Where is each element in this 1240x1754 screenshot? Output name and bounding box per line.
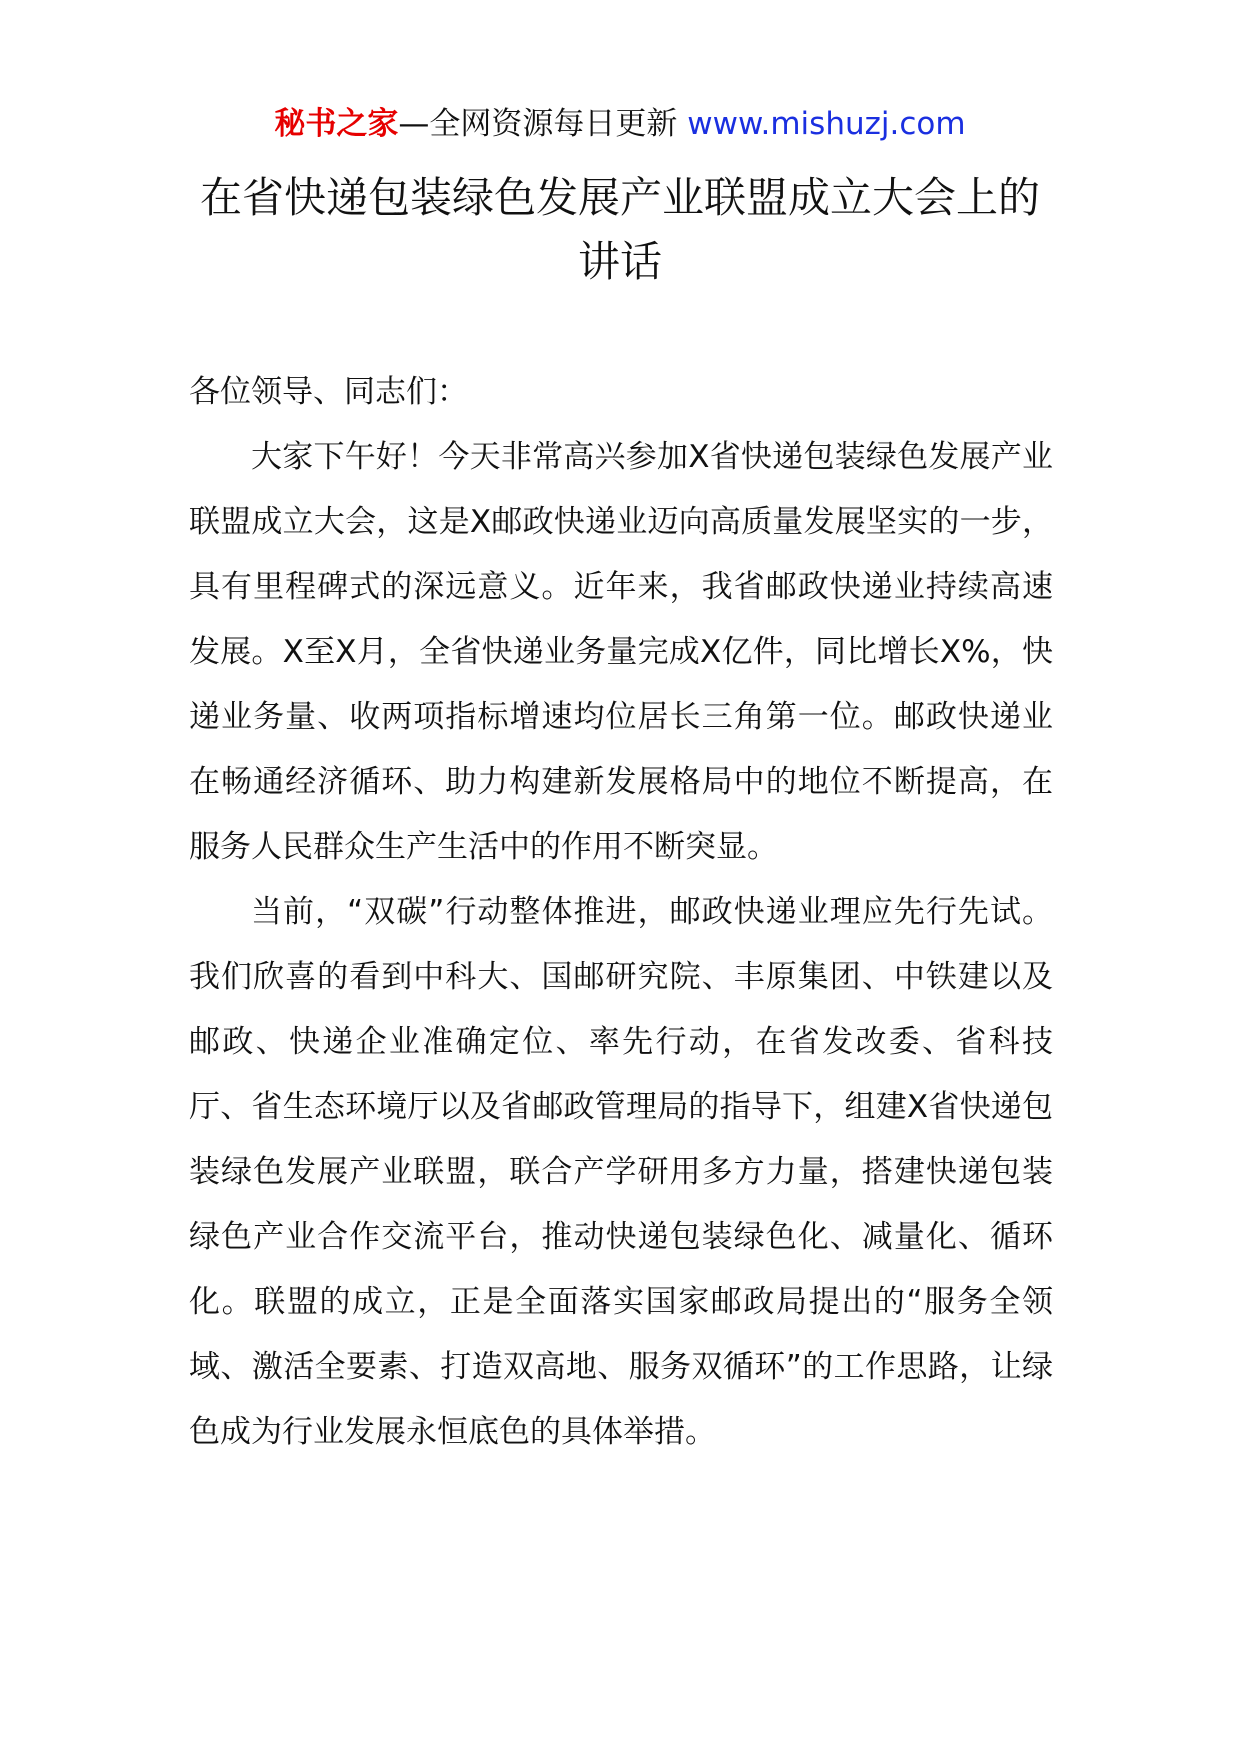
paragraph-2: 当前，“双碳”行动整体推进，邮政快递业理应先行先试。我们欣喜的看到中科大、国邮研究院、丰原集团、中铁建以及邮政、快递企业准确定位、率先行动，在省发改委、省科技厅、省生态环境厅以及省邮政管理局的指导下，组建X省快递包装绿色发展产业联盟，联合产学研用多方力量，搭建快递包装绿色产业合作交流平台，推动快递包装绿色化、减量化、循环化。联盟的成立，正是全面落实国家邮政局提出的“服务全领域、激活全要素、打造双高地、服务双循环”的工作思路，让绿色成为行业发展永恒底色的具体举措。 (189, 894, 1053, 1450)
document-title: 在省快递包装绿色发展产业联盟成立大会上的讲话 (199, 173, 1040, 286)
document-body (189, 360, 1053, 1465)
site-header (0, 102, 1240, 146)
header-tagline: —全网资源每日更新 (398, 106, 688, 142)
salutation: 各位领导、同志们： (189, 374, 468, 410)
site-url-link[interactable]: www.mishuzj.com (687, 106, 966, 142)
paragraph-1: 大家下午好！今天非常高兴参加X省快递包装绿色发展产业联盟成立大会，这是X邮政快递业迈向高质量发展坚实的一步，具有里程碑式的深远意义。近年来，我省邮政快递业持续高速发展。X至X月，全省快递业务量完成X亿件，同比增长X%，快递业务量、收两项指标增速均位居长三角第一位。邮政快递业在畅通经济循环、助力构建新发展格局中的地位不断提高，在服务人民群众生产生活中的作用不断突显。 (189, 439, 1053, 865)
brand-name: 秘书之家 (274, 106, 399, 142)
